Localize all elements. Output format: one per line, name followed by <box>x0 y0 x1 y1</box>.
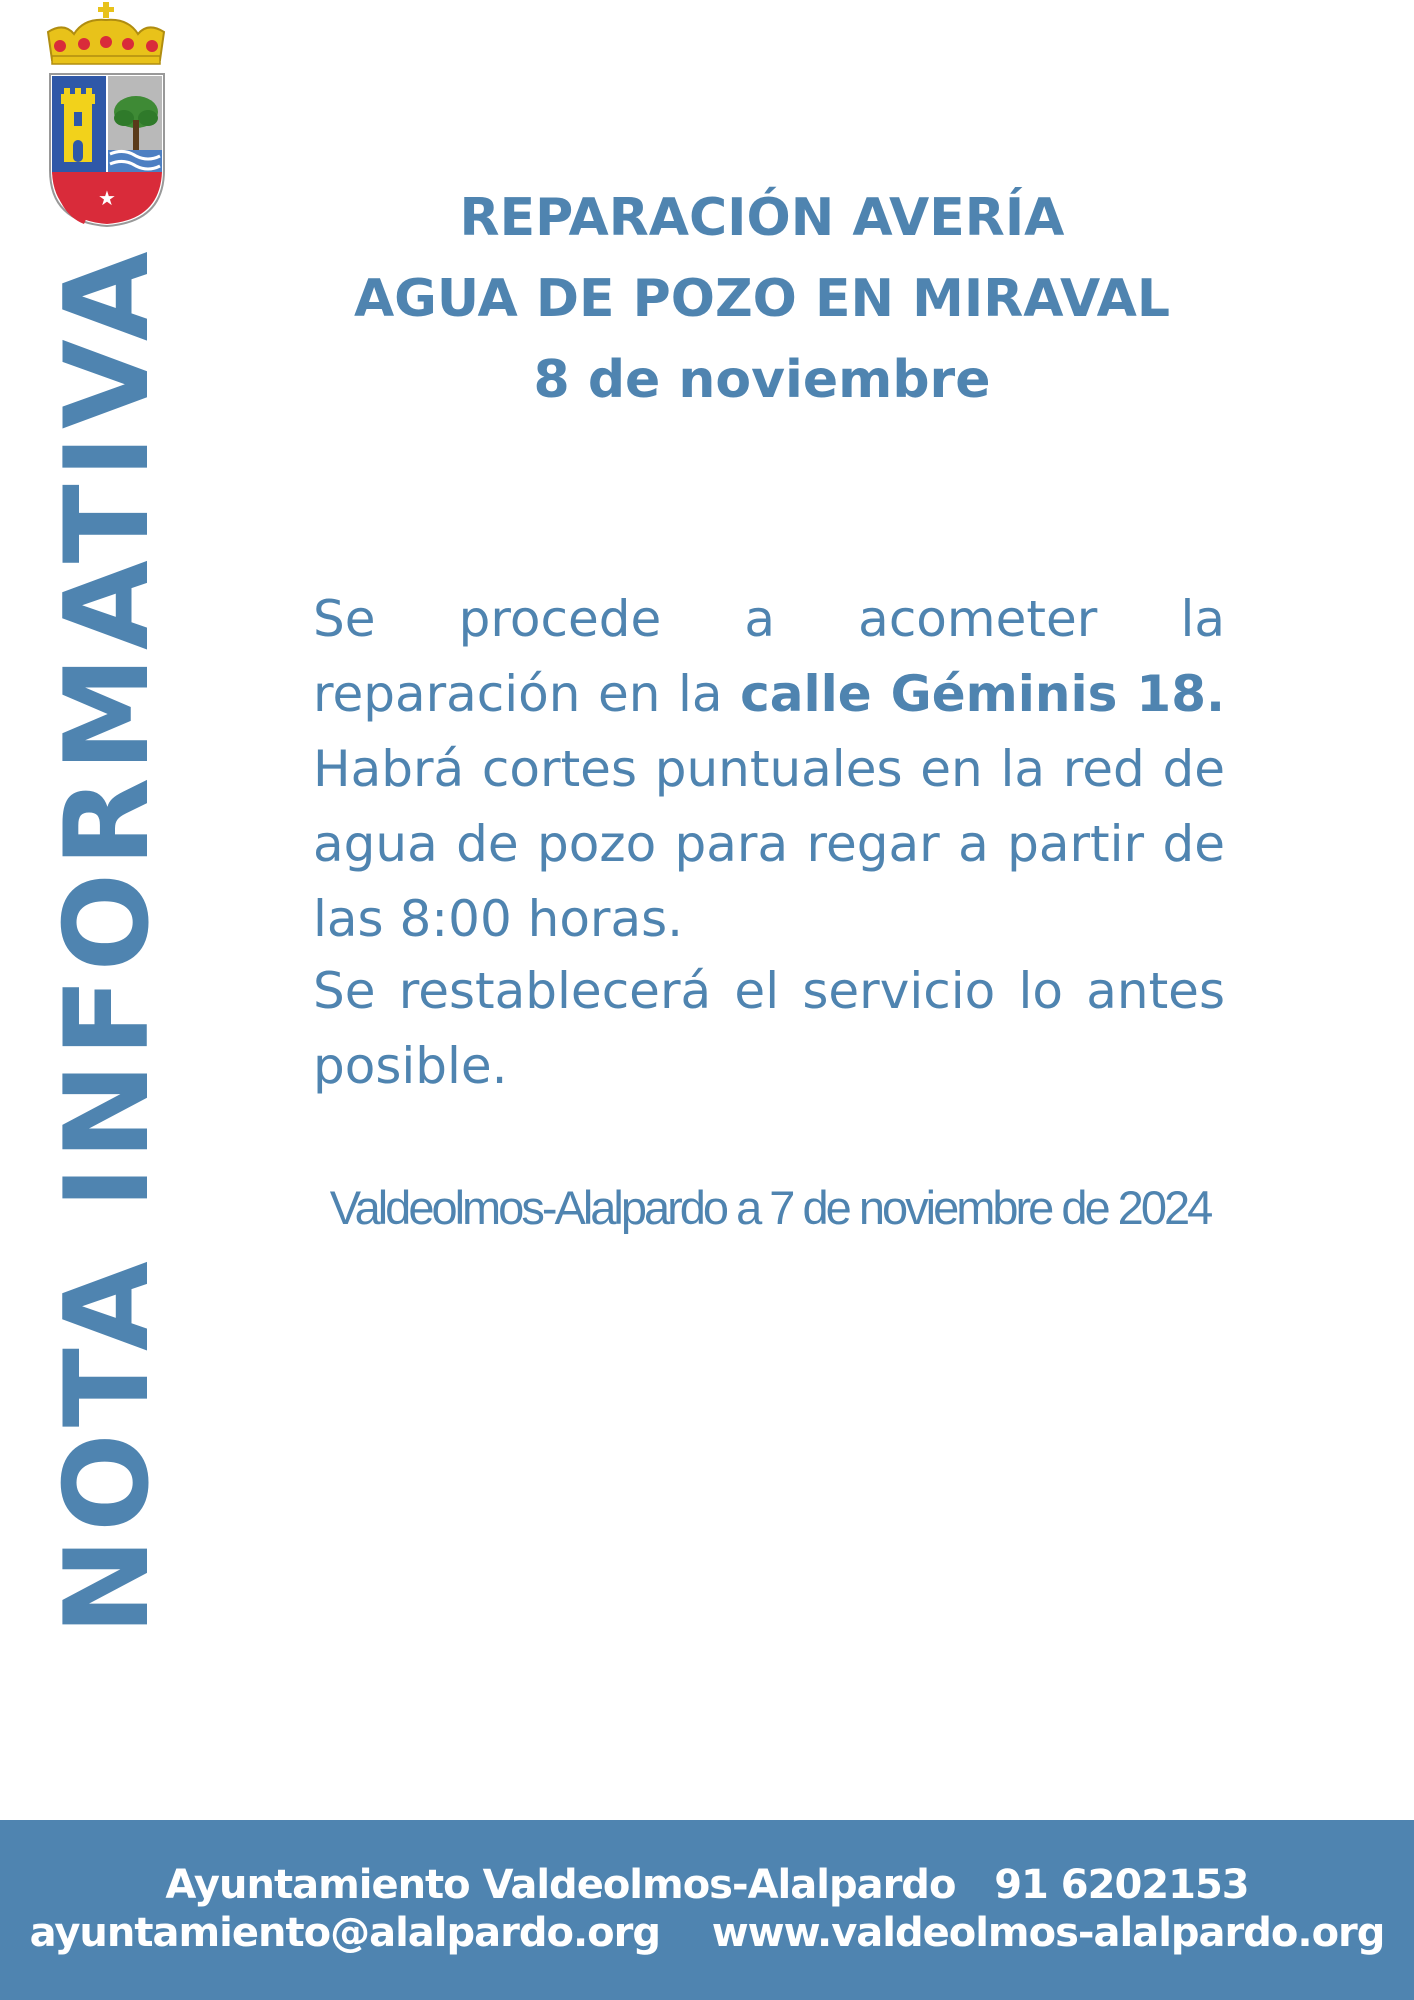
crown-icon <box>48 2 164 64</box>
repair-paragraph <box>313 582 1225 957</box>
shield-icon <box>50 74 164 226</box>
place-and-date: Valdeolmos-Alalpardo a 7 de noviembre de 2024 <box>329 1181 1211 1234</box>
street-address: calle Géminis 18. <box>740 665 1225 723</box>
svg-text:★: ★ <box>98 186 116 210</box>
heading-line-3: 8 de noviembre <box>533 350 991 410</box>
coat-of-arms-icon <box>44 0 170 230</box>
nota-informativa-vertical-title: NOTA INFORMATIVA <box>40 245 175 1635</box>
restore-paragraph: Se restablecerá el servicio lo antes posible. <box>313 962 1225 1095</box>
footer-bar <box>0 1820 1414 2000</box>
footer-email-website: ayuntamiento@alalpardo.org www.valdeolmos-alalpardo.org <box>29 1910 1385 1956</box>
heading-line-1: REPARACIÓN AVERÍA <box>459 188 1065 248</box>
heading-line-2: AGUA DE POZO EN MIRAVAL <box>353 269 1171 329</box>
repair-paragraph-start: Se procede a acometer la reparación en la <box>313 590 1225 723</box>
repair-paragraph-end: Habrá cortes puntuales en la red de agua de pozo para regar a partir de las 8:00 horas. <box>313 740 1225 948</box>
notice-heading <box>270 178 1254 421</box>
footer-contact-phone: Ayuntamiento Valdeolmos-Alalpardo 91 6202153 <box>165 1862 1249 1908</box>
